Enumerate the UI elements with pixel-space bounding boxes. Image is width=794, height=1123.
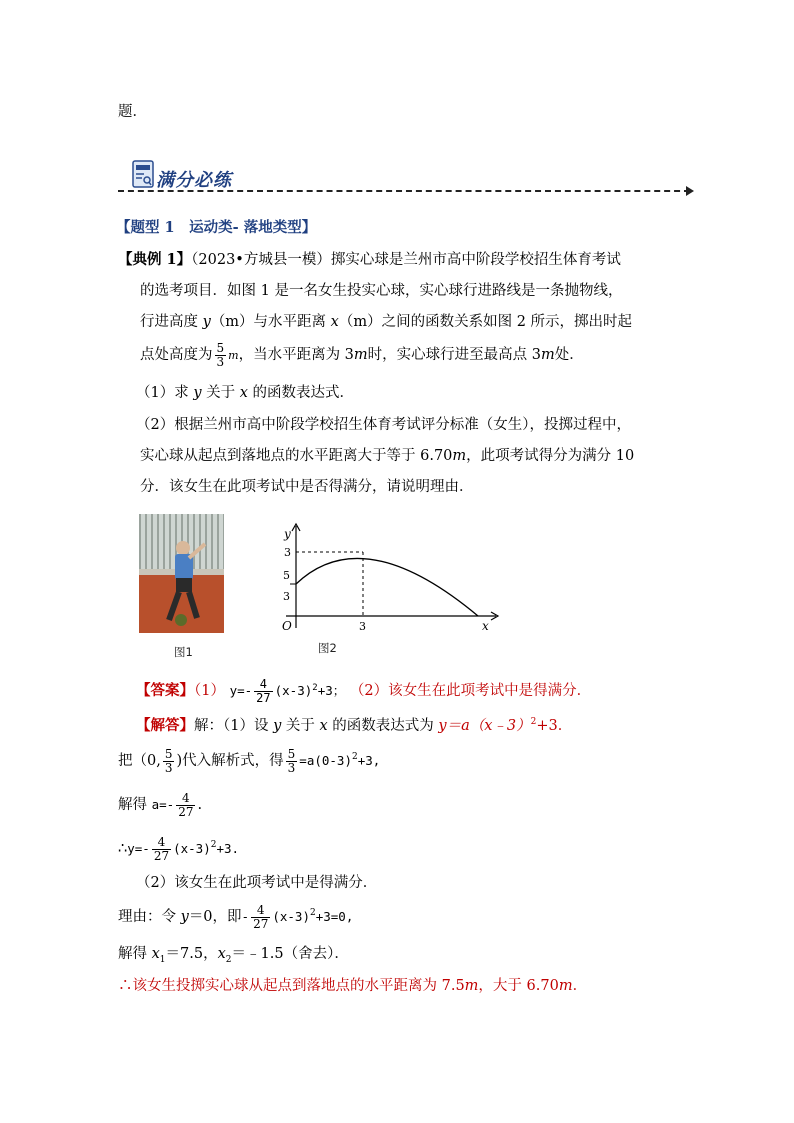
exponent: 2 <box>530 717 537 728</box>
solution-formula: =a(0-3) <box>299 753 352 768</box>
fraction-denominator: 3 <box>287 760 296 775</box>
fraction-4-27 <box>176 792 195 819</box>
solution-text: ，大于 6.70 <box>478 978 559 994</box>
example-line-4 <box>140 340 584 371</box>
var-x: x <box>319 718 328 734</box>
section-divider <box>118 190 690 192</box>
exponent: 2 <box>210 840 217 851</box>
example-text: （m）与水平距离 <box>210 314 331 330</box>
unit-m: m <box>541 347 555 363</box>
solution-text: ∴ <box>118 841 128 857</box>
fraction-4-27 <box>254 678 272 705</box>
section-title: 满分必练 <box>156 170 232 191</box>
solution-text: 把（0, <box>118 753 161 769</box>
question-text: 关于 <box>201 385 240 401</box>
shot-put-photo-illustration <box>139 514 224 633</box>
example-text: 点处高度为 <box>140 347 213 363</box>
solution-formula: +3. <box>216 841 240 856</box>
question-text: ，此项考试得分为满分 10 <box>466 448 635 464</box>
eq-text: (x-3) <box>274 683 313 698</box>
question-2-line-1: （2）根据兰州市高中阶段学校招生体育考试评分标准（女生），投掷过程中， <box>136 417 631 433</box>
fraction-denominator: 27 <box>253 916 269 931</box>
question-text: 的函数表达式． <box>247 385 355 401</box>
solution-text: 解：（1）设 <box>194 718 274 734</box>
solution-line-1 <box>136 716 572 736</box>
solution-text: )代入解析式，得 <box>176 753 284 769</box>
solution-text: ＝﹣1.5（舍去）． <box>231 946 349 962</box>
unit-m: m <box>228 349 239 362</box>
y-tick-3: 3 <box>284 546 291 559</box>
eq-text: y=- <box>229 683 253 698</box>
solution-line-5: （2）该女生在此项考试中是得满分． <box>136 875 378 891</box>
figure-2-graph <box>270 520 500 640</box>
fraction-numerator: 5 <box>216 340 225 355</box>
unit-m: m <box>452 448 467 464</box>
eq-text: +3； <box>317 683 346 698</box>
x-axis-label: x <box>482 619 489 633</box>
fraction-numerator: 5 <box>287 746 296 761</box>
worksheet-icon <box>132 160 154 188</box>
fraction-five-thirds <box>163 748 175 775</box>
fraction-numerator: 4 <box>176 792 195 806</box>
solution-text: 解得 <box>118 797 152 813</box>
topic-heading: 【题型 1 运动类- 落地类型】 <box>116 219 317 236</box>
y-tick-frac-num: 5 <box>283 569 290 582</box>
fraction-five-thirds <box>215 342 227 369</box>
answer-equation <box>229 677 346 705</box>
var-y: y <box>180 909 189 925</box>
figure-1-caption: 图1 <box>174 645 193 659</box>
exponent: 2 <box>351 752 358 763</box>
fraction-numerator: 4 <box>254 678 272 692</box>
solution-formula: (x-3) <box>173 841 211 856</box>
example-text: 行进高度 <box>140 314 203 330</box>
example-text: 时，实心球行进至最高点 3 <box>367 347 542 363</box>
solution-text: ＝0，即 <box>188 909 242 925</box>
solution-formula: +3, <box>357 753 381 768</box>
x-tick-3: 3 <box>359 620 366 633</box>
y-axis-label: y <box>284 527 291 541</box>
parabola-curve <box>296 558 478 616</box>
unit-m: m <box>464 978 479 994</box>
solution-text: ． <box>572 978 588 994</box>
var-x: x <box>330 314 339 330</box>
solution-formula: +3=0, <box>315 909 354 924</box>
y-tick-frac-den: 3 <box>283 590 290 603</box>
fraction-numerator: 5 <box>164 746 173 761</box>
figure-2-caption: 图2 <box>318 641 337 655</box>
example-tag: 【典例 1】 <box>118 251 192 268</box>
solution-line-8 <box>118 976 587 996</box>
solution-line-3 <box>118 790 202 820</box>
fraction-denominator: 27 <box>153 848 170 863</box>
solution-text: ＝7.5， <box>165 946 218 962</box>
fraction-denominator: 27 <box>256 691 271 705</box>
answer-part-2: （2）该女生在此项考试中是得满分． <box>349 683 592 699</box>
fraction-4-27 <box>152 836 171 863</box>
solution-formula: (x-3) <box>272 909 310 924</box>
solution-text: 的函数表达式为 <box>327 718 439 734</box>
solution-line-7: 解得 $x_1=7.5$，$x_2=﹣1.5$（舍去）． <box>118 946 349 965</box>
section-header <box>118 158 690 198</box>
fraction-numerator: 4 <box>152 836 171 850</box>
example-text: 掷实心球是兰州市高中阶段学校招生体育考试 <box>330 252 621 268</box>
answer-tag: 【答案】 <box>136 682 194 699</box>
fraction-denominator: 27 <box>178 804 194 819</box>
question-2-line-2 <box>140 446 634 466</box>
example-text: （m）之间的函数关系如图 2 所示，掷出时起 <box>338 314 633 330</box>
solution-formula: y=- <box>127 841 150 856</box>
exponent: 2 <box>312 682 318 693</box>
solution-tag: 【解答】 <box>136 717 194 734</box>
fraction-4-27 <box>251 904 270 931</box>
example-text: ，当水平距离为 3 <box>238 347 354 363</box>
solution-formula: a=- <box>151 797 175 812</box>
question-text: 实心球从起点到落地点的水平距离大于等于 6.70 <box>140 448 453 464</box>
solution-line-6 <box>118 902 353 932</box>
solution-text: 关于 <box>281 718 320 734</box>
solution-text: 解得 <box>118 946 152 962</box>
arrow-end-icon <box>686 186 694 196</box>
solution-text: 理由：令 <box>118 909 181 925</box>
unit-m: m <box>353 347 368 363</box>
answer-line <box>136 676 591 706</box>
example-line-1 <box>118 250 621 270</box>
answer-part-1-label: （1） <box>194 683 225 699</box>
var-x: x <box>239 385 248 401</box>
solution-line-4 <box>118 834 239 864</box>
example-source: （2023•方城县一模） <box>191 252 331 268</box>
solution-formula: +3． <box>536 718 573 734</box>
question-1 <box>136 383 354 403</box>
example-line-2: 的选考项目．如图 1 是一名女生投实心球，实心球行进路线是一条抛物线， <box>140 283 623 299</box>
top-fragment-text: 题． <box>118 104 147 120</box>
origin-label: O <box>282 619 292 633</box>
unit-m: m <box>558 978 573 994</box>
figure-1-photo <box>139 514 224 633</box>
fraction-denominator: 3 <box>216 354 225 369</box>
example-line-3 <box>140 312 632 332</box>
var-y: y <box>202 314 211 330</box>
solution-formula: - <box>241 909 250 924</box>
fraction-numerator: 4 <box>251 904 270 918</box>
var-y: y <box>193 385 202 401</box>
fraction-denominator: 3 <box>164 760 173 775</box>
solution-formula: y＝a（x﹣3） <box>438 718 531 734</box>
question-text: （1）求 <box>136 385 194 401</box>
solution-line-2 <box>118 746 380 776</box>
solution-text: ∴该女生投掷实心球从起点到落地点的水平距离为 7.5 <box>118 978 465 994</box>
question-2-line-3: 分．该女生在此项考试中是否得满分，请说明理由． <box>140 479 474 495</box>
exponent: 2 <box>310 908 316 919</box>
example-text: 处． <box>554 347 584 363</box>
solution-text: . <box>197 797 203 813</box>
fraction-five-thirds <box>286 748 298 775</box>
var-y: y <box>273 718 282 734</box>
